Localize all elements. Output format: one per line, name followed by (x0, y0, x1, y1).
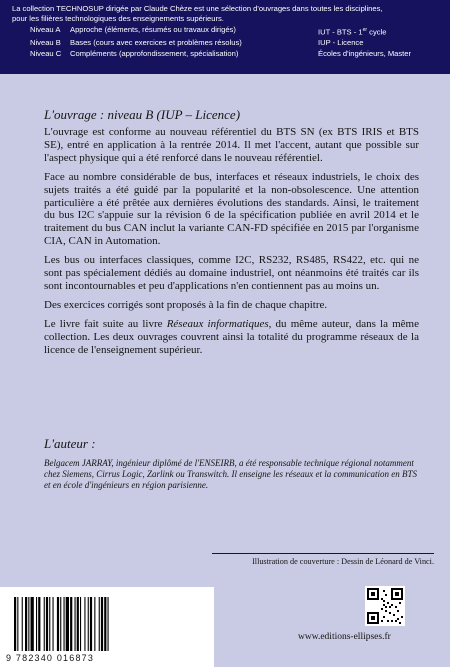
qr-module (383, 600, 385, 602)
level-target-suffix: cycle (367, 27, 387, 37)
cover-credit: Illustration de couverture : Dessin de Léonard de Vinci. (212, 553, 434, 566)
qr-module (381, 620, 383, 622)
collection-intro-line-1: La collection TECHNOSUP dirigée par Claude Chèze est une sélection d'ouvrages dans toutes les disciplines, (12, 4, 383, 13)
level-description: Approche (éléments, résumés ou travaux dirigés) (70, 25, 236, 34)
barcode-bar (46, 597, 48, 651)
barcode-bar (90, 597, 92, 651)
qr-module (377, 612, 379, 624)
level-name: Niveau A (30, 25, 61, 34)
barcode-bar (38, 597, 40, 651)
qr-module (383, 616, 385, 618)
barcode-bar (75, 597, 76, 651)
qr-module (395, 620, 397, 622)
level-name: Niveau B (30, 38, 61, 48)
level-target-text: IUT - BTS - 1 (318, 27, 363, 37)
qr-module (383, 590, 385, 592)
barcode-bar (25, 597, 27, 651)
qr-module (395, 606, 397, 608)
collection-header-band (0, 0, 450, 74)
isbn-digits: 9 782340 016873 (6, 653, 95, 663)
qr-module (371, 592, 375, 596)
barcode-bar (88, 597, 89, 651)
qr-module (381, 608, 383, 610)
barcode-bar (57, 597, 59, 651)
barcode-bar (49, 597, 50, 651)
barcode-bar (99, 597, 100, 651)
barcode-bar (31, 597, 34, 651)
barcode-bar (44, 597, 45, 651)
level-description: Bases (cours avec exercices et problèmes résolus) (70, 38, 242, 48)
qr-module (399, 622, 401, 624)
qr-module (377, 588, 379, 600)
qr-module (395, 592, 399, 596)
barcode-bar (108, 597, 109, 651)
ouvrage-body (44, 126, 419, 357)
barcode-bar (70, 597, 72, 651)
barcode-bar (64, 597, 65, 651)
ouvrage-section (44, 107, 419, 357)
qr-module (367, 612, 369, 624)
barcode-bar (22, 597, 23, 651)
barcode-bar (84, 597, 85, 651)
qr-module (391, 588, 393, 600)
level-target-sup: er (362, 27, 368, 33)
qr-module (393, 614, 395, 616)
qr-module (397, 610, 399, 612)
qr-module (383, 604, 385, 606)
qr-module (389, 612, 391, 614)
qr-module (389, 606, 391, 608)
barcode-bar (60, 597, 61, 651)
barcode-bar (80, 597, 81, 651)
ouvrage-paragraph: L'ouvrage est conforme au nouveau référentiel du BTS SN (ex BTS IRIS et BTS SE), entré en application à la rentrée 2014. Il met l'accent, autant que possible sur l'aspect physique qui a été renforcé dans le nouveau référentiel. (44, 126, 419, 164)
level-row-c (12, 49, 440, 60)
level-target (318, 25, 440, 38)
qr-module (385, 594, 387, 596)
qr-module (401, 588, 403, 600)
author-heading: L'auteur : (44, 436, 96, 451)
author-bio: Belgacem JARRAY, ingénieur diplômé de l'ENSEIRB, a été responsable technique régional notamment chez Siemens, Cirrus Logic, Zarlink ou Transwitch. Il enseigne les réseaux et la communication en BTS et en école d'ingénieurs en région parisienne. (44, 458, 417, 491)
ouvrage-paragraph: Des exercices corrigés sont proposés à la fin de chaque chapitre. (44, 298, 328, 311)
qr-module (367, 588, 369, 600)
levels-table (12, 25, 440, 59)
qr-module (385, 610, 387, 612)
barcode-bar (28, 597, 29, 651)
author-section (44, 436, 419, 492)
ouvrage-paragraph: Les bus ou interfaces classiques, comme I2C, RS232, RS485, RS422, etc. qui ne sont pas spécialement dédiés au domaine industriel, ont néanmoins été traités car ils sont incontournables et peu d'applications n'en contiennent pas au moins un. (44, 254, 419, 292)
qr-module (401, 616, 403, 618)
ouvrage-paragraph: Face au nombre considérable de bus, interfaces et réseaux industriels, le choix des sujets traités a été guidé par la popularité et la non-obsolescence. Une attention particulière a été prêtée aux dernières évolutions des standards. Ainsi, le traitement du bus I2C s'appuie sur la révision 6 de la spécification publiée en avril 2014 et le traitement du bus CAN inclut la variante CAN-FD spécifiée en 2015 par l'organisme CIA, CAN in Automation. (44, 170, 419, 248)
barcode-bar (66, 597, 69, 651)
barcode-bar (104, 597, 106, 651)
qr-module (387, 602, 389, 604)
qr-module (391, 620, 393, 622)
barcode-bar (17, 597, 18, 651)
publisher-website[interactable]: www.editions-ellipses.fr (298, 632, 391, 642)
barcode-bar (101, 597, 103, 651)
qr-module (371, 616, 375, 620)
qr-module (381, 598, 383, 600)
level-target: Écoles d'ingénieurs, Master (318, 48, 412, 58)
qr-module (397, 618, 399, 620)
barcode-bar (77, 597, 79, 651)
barcode-bar (94, 597, 95, 651)
level-row-a (12, 25, 440, 38)
qr-module (385, 606, 387, 608)
ouvrage-paragraph: Le livre fait suite au livre Réseaux informatiques, du même auteur, dans la même collection. Les deux ouvrages couvrent ainsi la totalité du programme réseaux de la licence de l'enseignement supérieur. (44, 317, 419, 356)
level-name: Niveau C (30, 48, 62, 58)
qr-module (399, 602, 401, 604)
barcode-bar (53, 597, 54, 651)
barcode-bars (14, 597, 200, 651)
barcode-bar (14, 597, 16, 651)
level-target: IUP - Licence (318, 38, 364, 48)
qr-module (391, 604, 393, 606)
barcode-bar (36, 597, 37, 651)
qr-module (387, 620, 389, 622)
qr-code-icon (365, 586, 405, 626)
isbn-barcode (0, 587, 214, 667)
level-row-b (12, 38, 440, 49)
level-description: Compléments (approfondissement, spécialisation) (70, 48, 239, 58)
ouvrage-heading: L'ouvrage : niveau B (IUP – Licence) (44, 107, 241, 122)
qr-code (365, 586, 405, 626)
collection-intro-line-2: pour les filières technologiques des enseignements supérieurs. (12, 14, 224, 23)
